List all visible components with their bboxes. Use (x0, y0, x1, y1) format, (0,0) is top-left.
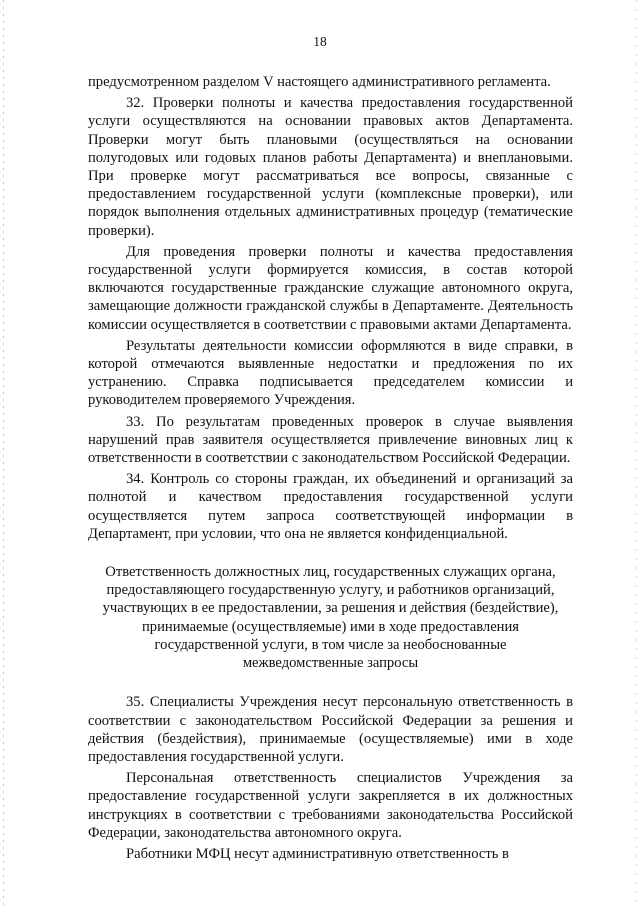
paragraph: Персональная ответственность специалистов Учреждения за предоставление государственной услуги закрепляется в их должностных инструкциях в соответствии с требованиями законодательства Российской Федерации, законодательства автономного округа. (88, 770, 573, 841)
document-body (88, 73, 573, 863)
heading-line: Ответственность должностных лиц, государственных служащих органа, (105, 564, 556, 581)
paragraphs-top (88, 73, 573, 543)
heading-line: предоставляющего государственную услугу, и работников организаций, (106, 582, 555, 599)
paragraph: Результаты деятельности комиссии оформляются в виде справки, в которой отмечаются выявленные недостатки и предложения по их устранению. Справка подписывается председателем комиссии и руководителем проверяемого Учреждения. (88, 337, 573, 409)
heading-line: принимаемые (осуществляемые) ими в ходе предоставления (141, 618, 519, 635)
paragraph-33: 33. По результатам проведенных проверок в случае выявления нарушений прав заявителя осуществляется привлечение виновных лиц к ответственности в соответствии с законодательством Российской Федерации. (88, 413, 573, 467)
paragraph-34: 34. Контроль со стороны граждан, их объединений и организаций за полнотой и качеством предоставления государственной услуги осуществляется путем запроса соответствующей информации в Департамент, при условии, что она не является конфиденциальной. (88, 471, 573, 542)
scan-edge-left (3, 0, 4, 905)
paragraphs-bottom (88, 693, 573, 863)
page-number: 18 (313, 34, 327, 49)
paragraph: предусмотренном разделом V настоящего административного регламента. (88, 74, 551, 90)
heading-line: межведомственные запросы (242, 655, 419, 672)
paragraph: Работники МФЦ несут административную ответственность в (126, 845, 509, 862)
paragraph: Для проведения проверки полноты и качества предоставления государственной услуги формируется комиссия, в состав которой включаются государственные гражданские служащие автономного округа, замещающие должности гражданской службы в Департаменте. Деятельность комиссии осуществляется в соответствии с правовыми актами Департамента. (88, 243, 573, 333)
scan-edge-right (636, 0, 637, 905)
paragraph-35: 35. Специалисты Учреждения несут персональную ответственность в соответствии с законодательством Российской Федерации за решения и действия (бездействия), принимаемые (осуществляемые) ими в ходе предоставления государственной услуги. (88, 694, 573, 765)
section-heading (88, 563, 573, 672)
heading-line: государственной услуги, в том числе за необоснованные (154, 636, 507, 653)
heading-line: участвующих в ее предоставлении, за решения и действия (бездействие), (102, 600, 559, 617)
paragraph-32: 32. Проверки полноты и качества предоставления государственной услуги осуществляются на основании правовых актов Департамента. Проверки могут быть плановыми (осуществляться на основании полугодовых или годовых планов работы Департамента) и внеплановыми. При проверке могут рассматриваться все вопросы, связанные с предоставлением государственной услуги (комплексные проверки), или порядок выполнения отдельных административных процедур (тематические проверки). (88, 95, 573, 239)
